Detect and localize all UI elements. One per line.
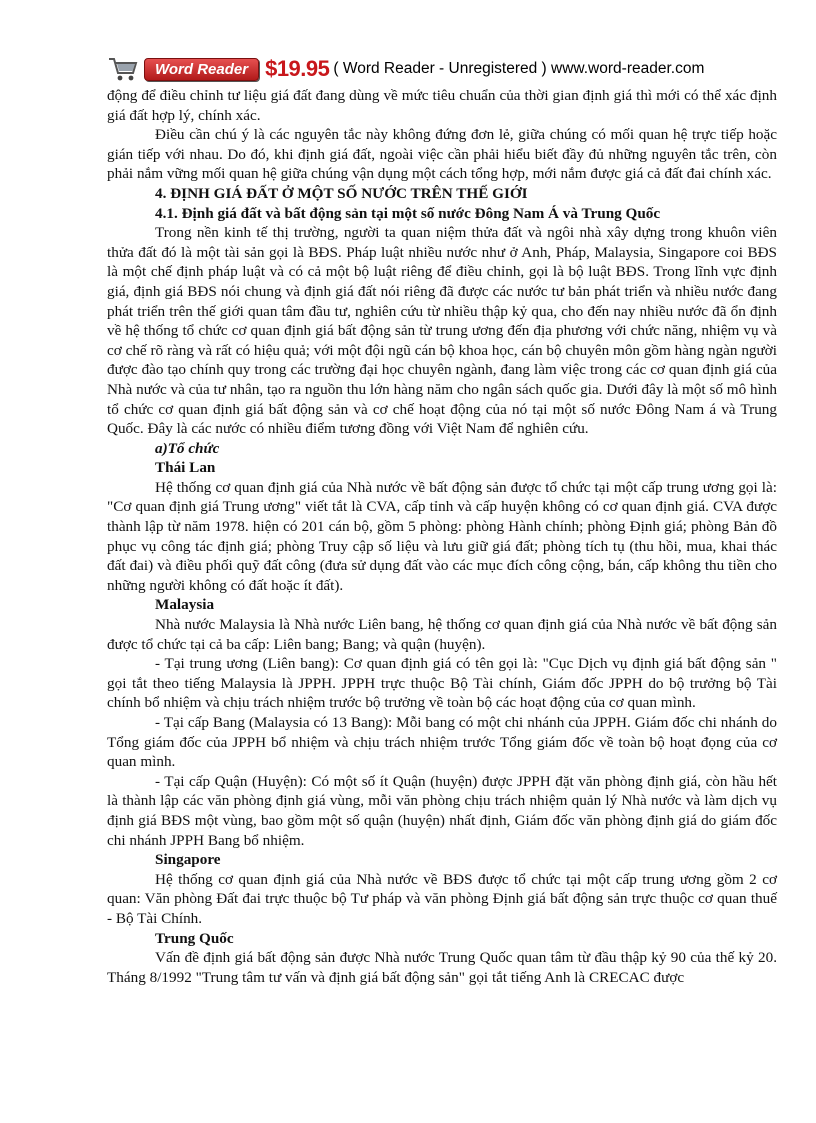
sub-heading-organization: a)Tổ chức <box>155 439 220 457</box>
paragraph: Hệ thống cơ quan định giá của Nhà nước về BĐS được tổ chức tại một cấp trung ương gồm 2 cơ quan: Văn phòng Đất đai trực thuộc bộ Tư pháp và văn phòng Định giá bất động sản trực thuộc cơ quan thuế - Bộ Tài Chính. <box>107 870 777 927</box>
shopping-cart-icon <box>108 56 138 82</box>
paragraph: Nhà nước Malaysia là Nhà nước Liên bang, hệ thống cơ quan định giá của Nhà nước về bất động sản được tổ chức tại cả ba cấp: Liên bang; Bang; và quận (huyện). <box>107 616 777 653</box>
document-body <box>107 86 777 987</box>
subsection-heading: 4.1. Định giá đất và bất động sản tại một số nước Đông Nam Á và Trung Quốc <box>155 204 661 222</box>
paragraph: - Tại trung ương (Liên bang): Cơ quan định giá có tên gọi là: "Cục Dịch vụ định giá bất động sản " gọi tắt theo tiếng Malaysia là JPPH. JPPH trực thuộc Bộ Tài chính, Giám đốc JPPH do bộ trưởng bộ Tài chính bổ nhiệm và chịu trách nhiệm trước bộ trưởng về toàn bộ các hoạt động của cơ quan mình. <box>107 655 777 712</box>
paragraph: Điều cần chú ý là các nguyên tắc này không đứng đơn lẻ, giữa chúng có mối quan hệ trực tiếp hoặc gián tiếp với nhau. Do đó, khi định giá đất, ngoài việc cần phải hiểu biết đầy đủ những nguyên tắc trên, còn phải nắm vững mối quan hệ giữa chúng vận dụng một cách tổng hợp, mới nắm được giá cả đất đai chính xác. <box>107 126 777 183</box>
paragraph: - Tại cấp Quận (Huyện): Có một số ít Quận (huyện) được JPPH đặt văn phòng định giá, còn hầu hết là thành lập các văn phòng định giá vùng, mỗi văn phòng chịu trách nhiệm quản lý Nhà nước và làm dịch vụ định giá BĐS một vùng, bao gồm một số quận (huyện) nhất định, Giám đốc văn phòng định giá do giám đốc chi nhánh JPPH Bang bổ nhiệm. <box>107 772 777 849</box>
country-heading-china: Trung Quốc <box>155 929 234 947</box>
paragraph: Hệ thống cơ quan định giá của Nhà nước về bất động sản được tổ chức tại một cấp trung ương gọi là: "Cơ quan định giá Trung ương" viết tắt là CVA, cấp tỉnh và cấp huyện không có cơ quan định giá. CVA được thành lập từ năm 1978. hiện có 201 cán bộ, gồm 5 phòng: phòng Hành chính; phòng Định giá; phòng Bản đồ phục vụ công tác định giá; phòng Truy cập số liệu và lưu giữ giá đất; phòng tích tụ (thu hồi, mua, khai thác đất đai) và điều phối quỹ đất công (đưa sử dụng đất vào các mục đích công cộng, bán, cấp không thu tiền cho những người không có đất hoặc ít đất). <box>107 478 777 594</box>
paragraph: Vấn đề định giá bất động sản được Nhà nước Trung Quốc quan tâm từ đầu thập kỷ 90 của thế kỷ 20. Tháng 8/1992 "Trung tâm tư vấn và định giá bất động sản" gọi tắt tiếng Anh là CRECAC được <box>107 949 777 986</box>
watermark-banner <box>108 54 704 84</box>
country-heading-singapore: Singapore <box>155 851 221 869</box>
country-heading-malaysia: Malaysia <box>155 596 215 614</box>
paragraph: - Tại cấp Bang (Malaysia có 13 Bang): Mỗi bang có một chi nhánh của JPPH. Giám đốc chi nhánh do Tổng giám đốc của JPPH bổ nhiệm và chịu trách nhiệm trước Tổng giám đốc về toàn bộ hoạt đọng của cơ quan mình. <box>107 714 777 771</box>
price-label: $19.95 <box>265 56 330 81</box>
paragraph: Trong nền kinh tế thị trường, người ta quan niệm thửa đất và ngôi nhà xây dựng trong khuôn viên thửa đất đó là một tài sản gọi là BĐS. Pháp luật nhiều nước như ở Anh, Pháp, Malaysia, Singapore coi BĐS là một chế định pháp luật và có cả một bộ luật riêng để điều chỉnh, gọi là bộ luật BĐS. Trong lĩnh vực định giá, định giá BĐS nói chung và định giá đất nói riêng đã được các nước tư bản phát triển và nhiều nước đang phát triển trên thế giới quan tâm đầu tư, nghiên cứu từ nhiều thập kỷ qua, cho đến nay nhiều nước đã ổn định về hệ thống tổ chức cơ quan định giá bất động sản từ trung ương đến địa phương với chức năng, nhiệm vụ và cơ chế rõ ràng và rất có hiệu quả; với một đội ngũ cán bộ khoa học, cán bộ chuyên môn gồm hàng ngàn người được đào tạo chính quy trong các trường đại học chuyên ngành, đang làm việc trong các cơ quan định giá của Nhà nước và của tư nhân, tạo ra nguồn thu lớn hàng năm cho ngân sách quốc gia. Dưới đây là một số mô hình tổ chức cơ quan định giá bất động sản và cơ chế hoạt động của nó tại một số nước Đông Nam á và Trung Quốc. Đây là các nước có nhiều điểm tương đồng với Việt Nam để nghiên cứu. <box>107 224 777 438</box>
unregistered-note: ( Word Reader - Unregistered ) www.word-reader.com <box>333 60 705 77</box>
product-badge: Word Reader <box>144 58 259 81</box>
section-heading: 4. ĐỊNH GIÁ ĐẤT Ở MỘT SỐ NƯỚC TRÊN THẾ GIỚI <box>155 184 528 202</box>
country-heading-thailand: Thái Lan <box>155 459 216 477</box>
paragraph: động để điều chỉnh tư liệu giá đất đang dùng về mức tiêu chuẩn của thời gian định giá thì mới có thể xác định giá đất hợp lý, chính xác. <box>107 87 777 124</box>
